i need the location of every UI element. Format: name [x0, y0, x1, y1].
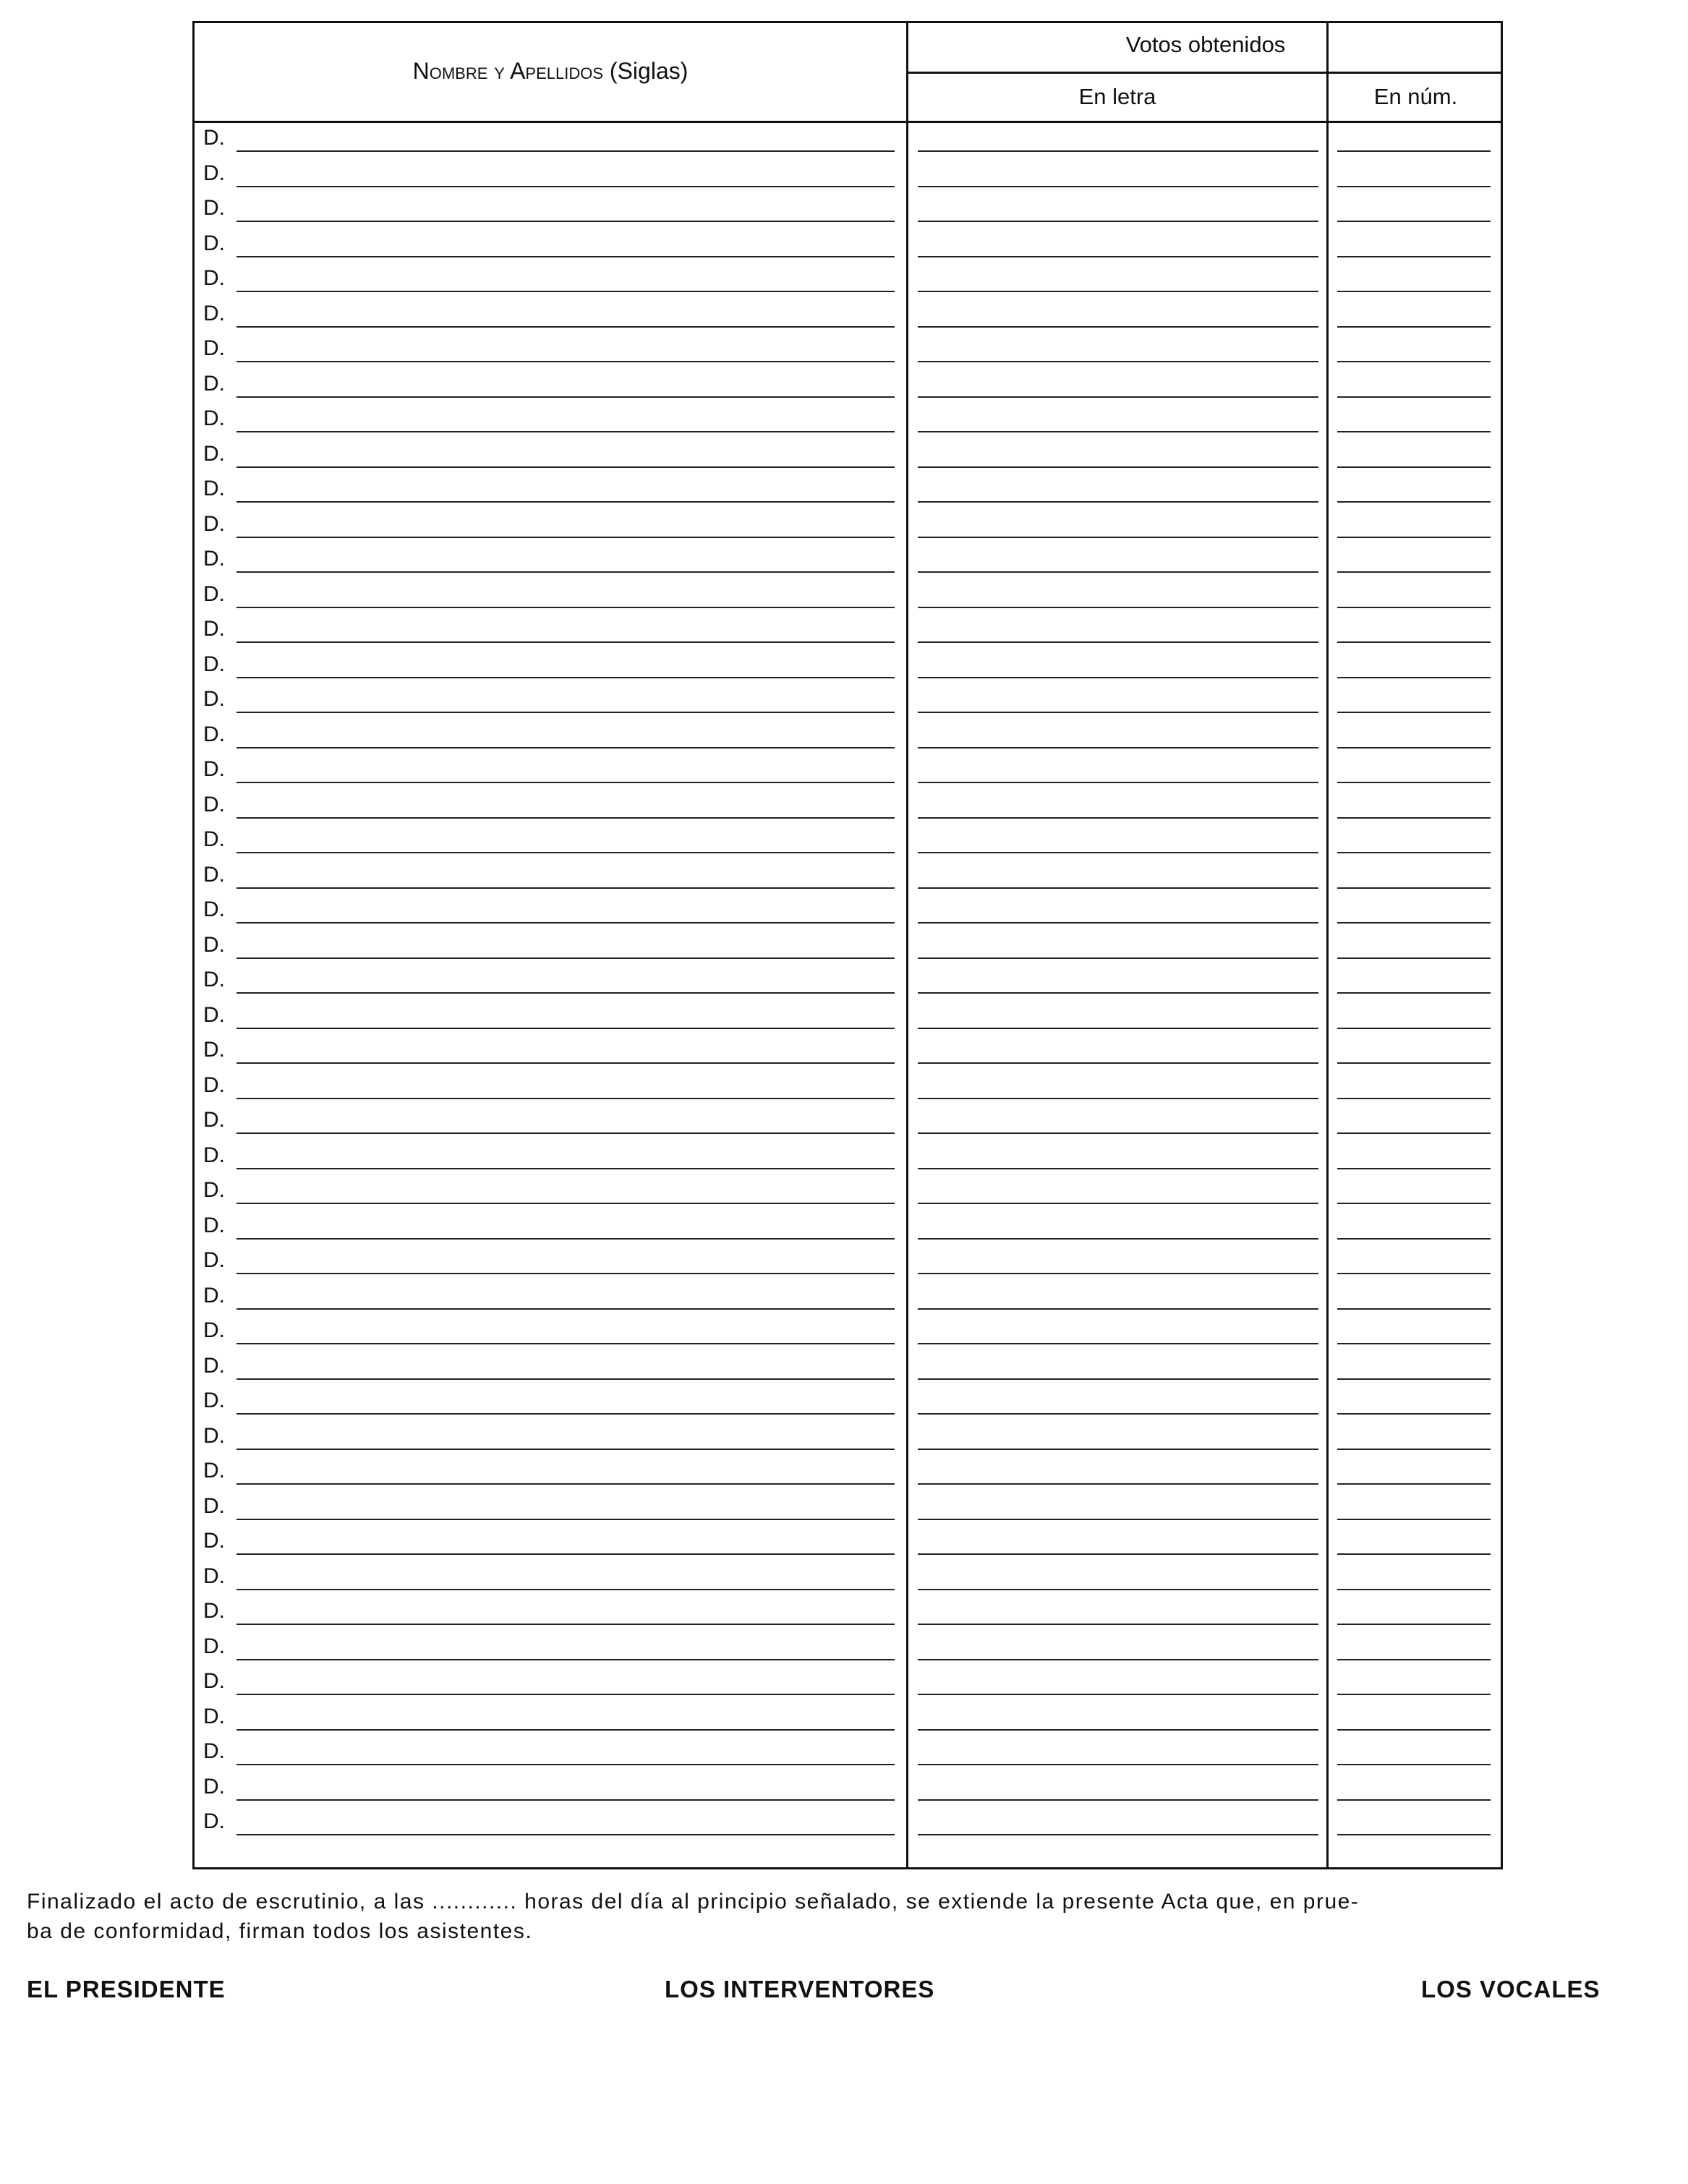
votes-in-letters-line[interactable] [918, 396, 1318, 398]
name-entry-line[interactable] [236, 150, 895, 152]
votes-in-letters-line[interactable] [918, 887, 1318, 889]
votes-in-letters-line[interactable] [918, 747, 1318, 748]
votes-in-letters-line[interactable] [918, 1203, 1318, 1204]
votes-in-letters-line[interactable] [918, 326, 1318, 328]
closing-statement-line-2: ba de conformidad, firman todos los asistentes. [27, 1919, 533, 1943]
row-prefix: D. [203, 1739, 225, 1763]
votes-in-numbers-line[interactable] [1337, 1413, 1491, 1415]
name-entry-line[interactable] [236, 466, 895, 468]
votes-in-numbers-line[interactable] [1337, 326, 1491, 328]
votes-in-letters-line[interactable] [918, 186, 1318, 187]
name-entry-line[interactable] [236, 1694, 895, 1695]
row-prefix: D. [203, 1423, 225, 1448]
row-prefix: D. [203, 1353, 225, 1378]
name-entry-line[interactable] [236, 537, 895, 538]
votes-in-numbers-line[interactable] [1337, 1483, 1491, 1485]
row-prefix: D. [203, 336, 225, 360]
row-prefix: D. [203, 231, 225, 255]
votes-in-letters-line[interactable] [918, 1132, 1318, 1134]
votes-in-letters-line[interactable] [918, 782, 1318, 783]
name-entry-line[interactable] [236, 1378, 895, 1380]
row-prefix: D. [203, 617, 225, 641]
votes-in-letters-line[interactable] [918, 361, 1318, 362]
row-prefix: D. [203, 301, 225, 325]
votes-in-numbers-line[interactable] [1337, 957, 1491, 959]
votes-in-letters-line[interactable] [918, 1519, 1318, 1520]
row-prefix: D. [203, 1704, 225, 1728]
row-prefix: D. [203, 1143, 225, 1167]
row-prefix: D. [203, 581, 225, 606]
votes-in-numbers-line[interactable] [1337, 466, 1491, 468]
row-prefix: D. [203, 406, 225, 430]
row-prefix: D. [203, 827, 225, 851]
name-entry-line[interactable] [236, 361, 895, 362]
votes-in-letters-line[interactable] [918, 1168, 1318, 1169]
name-entry-line[interactable] [236, 782, 895, 783]
row-prefix: D. [203, 1493, 225, 1518]
name-entry-line[interactable] [236, 992, 895, 994]
row-prefix: D. [203, 1669, 225, 1693]
row-prefix: D. [203, 897, 225, 921]
votes-in-numbers-line[interactable] [1337, 677, 1491, 678]
votes-in-letters-line[interactable] [918, 221, 1318, 222]
row-prefix: D. [203, 1634, 225, 1658]
name-entry-line[interactable] [236, 712, 895, 713]
votes-in-numbers-line[interactable] [1337, 1834, 1491, 1835]
number-column-header: En núm. [1373, 84, 1458, 109]
votes-in-numbers-line[interactable] [1337, 1553, 1491, 1555]
votes-in-numbers-line[interactable] [1337, 1378, 1491, 1380]
entry-rows [195, 23, 1501, 1867]
row-prefix: D. [203, 441, 225, 466]
votes-in-numbers-line[interactable] [1337, 1624, 1491, 1625]
votes-in-letters-line[interactable] [918, 1343, 1318, 1344]
row-prefix: D. [203, 161, 225, 185]
row-prefix: D. [203, 792, 225, 816]
votes-in-letters-line[interactable] [918, 712, 1318, 713]
votes-in-numbers-line[interactable] [1337, 712, 1491, 713]
name-entry-line[interactable] [236, 396, 895, 398]
row-prefix: D. [203, 1389, 225, 1412]
row-prefix: D. [203, 1459, 225, 1483]
votes-in-letters-line[interactable] [918, 1378, 1318, 1380]
votes-in-numbers-line[interactable] [1337, 186, 1491, 187]
name-entry-line[interactable] [236, 852, 895, 853]
votes-in-numbers-line[interactable] [1337, 1238, 1491, 1240]
votes-in-numbers-line[interactable] [1337, 1764, 1491, 1765]
row-prefix: D. [203, 1318, 225, 1342]
votes-in-numbers-line[interactable] [1337, 747, 1491, 748]
ballot-count-table [192, 21, 1503, 1869]
name-entry-line[interactable] [236, 291, 895, 292]
president-signature-label: EL PRESIDENTE [27, 1976, 226, 2002]
name-entry-line[interactable] [236, 256, 895, 257]
votes-in-numbers-line[interactable] [1337, 221, 1491, 222]
votes-in-numbers-line[interactable] [1337, 1203, 1491, 1204]
name-entry-line[interactable] [236, 1483, 895, 1485]
row-prefix: D. [203, 1213, 225, 1237]
votes-in-letters-line[interactable] [918, 291, 1318, 292]
votes-in-letters-line[interactable] [918, 1834, 1318, 1835]
name-entry-line[interactable] [236, 607, 895, 608]
votes-in-numbers-line[interactable] [1337, 1308, 1491, 1310]
row-prefix: D. [203, 932, 225, 957]
votes-in-letters-line[interactable] [918, 1238, 1318, 1240]
votes-in-letters-line[interactable] [918, 256, 1318, 257]
letters-column-header: En letra [1078, 84, 1156, 109]
name-entry-line[interactable] [236, 1203, 895, 1204]
votes-in-letters-line[interactable] [918, 501, 1318, 503]
votes-in-numbers-line[interactable] [1337, 1132, 1491, 1134]
votes-in-letters-line[interactable] [918, 817, 1318, 819]
votes-in-letters-line[interactable] [918, 1273, 1318, 1274]
row-prefix: D. [203, 126, 225, 150]
votes-in-numbers-line[interactable] [1337, 1799, 1491, 1801]
votes-in-numbers-line[interactable] [1337, 571, 1491, 573]
votes-in-letters-line[interactable] [918, 1589, 1318, 1590]
votes-in-numbers-line[interactable] [1337, 431, 1491, 432]
row-prefix: D. [203, 1774, 225, 1799]
name-entry-line[interactable] [236, 221, 895, 222]
votes-in-letters-line[interactable] [918, 537, 1318, 538]
votes-in-letters-line[interactable] [918, 431, 1318, 432]
votes-in-letters-line[interactable] [918, 1694, 1318, 1695]
votes-in-numbers-line[interactable] [1337, 1098, 1491, 1099]
votes-in-letters-line[interactable] [918, 1098, 1318, 1099]
row-prefix: D. [203, 687, 225, 711]
name-entry-line[interactable] [236, 1799, 895, 1801]
row-prefix: D. [203, 722, 225, 746]
name-entry-line[interactable] [236, 431, 895, 432]
votes-in-numbers-line[interactable] [1337, 396, 1491, 398]
row-prefix: D. [203, 1564, 225, 1588]
votes-in-letters-line[interactable] [918, 1624, 1318, 1625]
name-entry-line[interactable] [236, 186, 895, 187]
name-header-suffix: (Siglas) [609, 58, 689, 84]
votes-in-numbers-line[interactable] [1337, 1062, 1491, 1064]
row-prefix: D. [203, 1072, 225, 1097]
name-entry-line[interactable] [236, 1449, 895, 1450]
votes-in-letters-line[interactable] [918, 150, 1318, 152]
votes-in-numbers-line[interactable] [1337, 361, 1491, 362]
name-entry-line[interactable] [236, 1132, 895, 1134]
row-prefix: D. [203, 196, 225, 220]
name-entry-line[interactable] [236, 747, 895, 748]
votes-in-letters-line[interactable] [918, 1799, 1318, 1801]
row-prefix: D. [203, 266, 225, 290]
row-prefix: D. [203, 1809, 225, 1833]
votes-in-numbers-line[interactable] [1337, 1343, 1491, 1344]
votes-in-letters-line[interactable] [918, 1062, 1318, 1064]
name-entry-line[interactable] [236, 1659, 895, 1660]
row-prefix: D. [203, 511, 225, 536]
name-entry-line[interactable] [236, 1413, 895, 1415]
row-prefix: D. [203, 371, 225, 396]
name-entry-line[interactable] [236, 1308, 895, 1310]
votes-in-letters-line[interactable] [918, 1729, 1318, 1731]
name-header-label: Nombre y Apellidos [412, 58, 604, 84]
row-prefix: D. [203, 1108, 225, 1132]
votes-in-numbers-line[interactable] [1337, 607, 1491, 608]
name-entry-line[interactable] [236, 1519, 895, 1520]
closing-statement-line-1: Finalizado el acto de escrutinio, a las ............ horas del día al principio señalado, se extiende la presente Acta que, en prue- [27, 1890, 1360, 1914]
votes-in-numbers-line[interactable] [1337, 150, 1491, 152]
row-prefix: D. [203, 968, 225, 991]
votes-in-letters-line[interactable] [918, 1449, 1318, 1450]
votes-in-letters-line[interactable] [918, 852, 1318, 853]
votes-in-numbers-line[interactable] [1337, 1519, 1491, 1520]
row-prefix: D. [203, 652, 225, 676]
row-prefix: D. [203, 1529, 225, 1553]
name-entry-line[interactable] [236, 887, 895, 889]
votes-in-numbers-line[interactable] [1337, 992, 1491, 994]
votes-in-numbers-line[interactable] [1337, 641, 1491, 643]
votes-in-letters-line[interactable] [918, 466, 1318, 468]
name-entry-line[interactable] [236, 326, 895, 328]
votes-in-numbers-line[interactable] [1337, 1729, 1491, 1731]
name-entry-line[interactable] [236, 1062, 895, 1064]
row-prefix: D. [203, 757, 225, 781]
votes-in-letters-line[interactable] [918, 1659, 1318, 1660]
name-entry-line[interactable] [236, 677, 895, 678]
votes-in-letters-line[interactable] [918, 1764, 1318, 1765]
name-entry-line[interactable] [236, 1028, 895, 1029]
votes-in-numbers-line[interactable] [1337, 922, 1491, 923]
votes-in-numbers-line[interactable] [1337, 1659, 1491, 1660]
votes-in-numbers-line[interactable] [1337, 537, 1491, 538]
name-entry-line[interactable] [236, 1624, 895, 1625]
votes-in-numbers-line[interactable] [1337, 501, 1491, 503]
votes-in-letters-line[interactable] [918, 1553, 1318, 1555]
name-entry-line[interactable] [236, 1764, 895, 1765]
votes-in-numbers-line[interactable] [1337, 1449, 1491, 1450]
votes-in-numbers-line[interactable] [1337, 1028, 1491, 1029]
name-entry-line[interactable] [236, 1098, 895, 1099]
votes-in-letters-line[interactable] [918, 957, 1318, 959]
votes-in-numbers-line[interactable] [1337, 852, 1491, 853]
row-prefix: D. [203, 1038, 225, 1062]
name-entry-line[interactable] [236, 1553, 895, 1555]
row-prefix: D. [203, 1002, 225, 1027]
votes-in-numbers-line[interactable] [1337, 1589, 1491, 1590]
votes-in-letters-line[interactable] [918, 992, 1318, 994]
row-prefix: D. [203, 547, 225, 571]
name-entry-line[interactable] [236, 1343, 895, 1344]
row-prefix: D. [203, 1178, 225, 1202]
row-prefix: D. [203, 862, 225, 887]
name-entry-line[interactable] [236, 1589, 895, 1590]
row-prefix: D. [203, 477, 225, 500]
row-prefix: D. [203, 1283, 225, 1308]
interventores-signature-label: LOS INTERVENTORES [665, 1976, 935, 2002]
votes-in-numbers-line[interactable] [1337, 1273, 1491, 1274]
votes-in-numbers-line[interactable] [1337, 887, 1491, 889]
votes-in-letters-line[interactable] [918, 1308, 1318, 1310]
row-prefix: D. [203, 1248, 225, 1272]
name-entry-line[interactable] [236, 957, 895, 959]
votes-in-letters-line[interactable] [918, 1413, 1318, 1415]
votes-in-numbers-line[interactable] [1337, 291, 1491, 292]
name-entry-line[interactable] [236, 922, 895, 923]
votes-in-letters-line[interactable] [918, 641, 1318, 643]
votes-column-header: Votos obtenidos [1125, 32, 1286, 57]
votes-in-letters-line[interactable] [918, 571, 1318, 573]
name-entry-line[interactable] [236, 1238, 895, 1240]
votes-in-letters-line[interactable] [918, 677, 1318, 678]
votes-in-letters-line[interactable] [918, 1028, 1318, 1029]
name-entry-line[interactable] [236, 1168, 895, 1169]
row-prefix: D. [203, 1599, 225, 1623]
name-entry-line[interactable] [236, 817, 895, 819]
name-entry-line[interactable] [236, 1729, 895, 1731]
votes-in-letters-line[interactable] [918, 1483, 1318, 1485]
votes-in-numbers-line[interactable] [1337, 782, 1491, 783]
votes-in-numbers-line[interactable] [1337, 256, 1491, 257]
name-entry-line[interactable] [236, 1273, 895, 1274]
name-entry-line[interactable] [236, 501, 895, 503]
votes-in-numbers-line[interactable] [1337, 817, 1491, 819]
votes-in-letters-line[interactable] [918, 922, 1318, 923]
closing-statement [27, 1887, 1647, 1946]
votes-in-numbers-line[interactable] [1337, 1168, 1491, 1169]
votes-in-letters-line[interactable] [918, 607, 1318, 608]
name-entry-line[interactable] [236, 1834, 895, 1835]
vocales-signature-label: LOS VOCALES [1421, 1976, 1600, 2002]
name-entry-line[interactable] [236, 571, 895, 573]
votes-in-numbers-line[interactable] [1337, 1694, 1491, 1695]
name-entry-line[interactable] [236, 641, 895, 643]
